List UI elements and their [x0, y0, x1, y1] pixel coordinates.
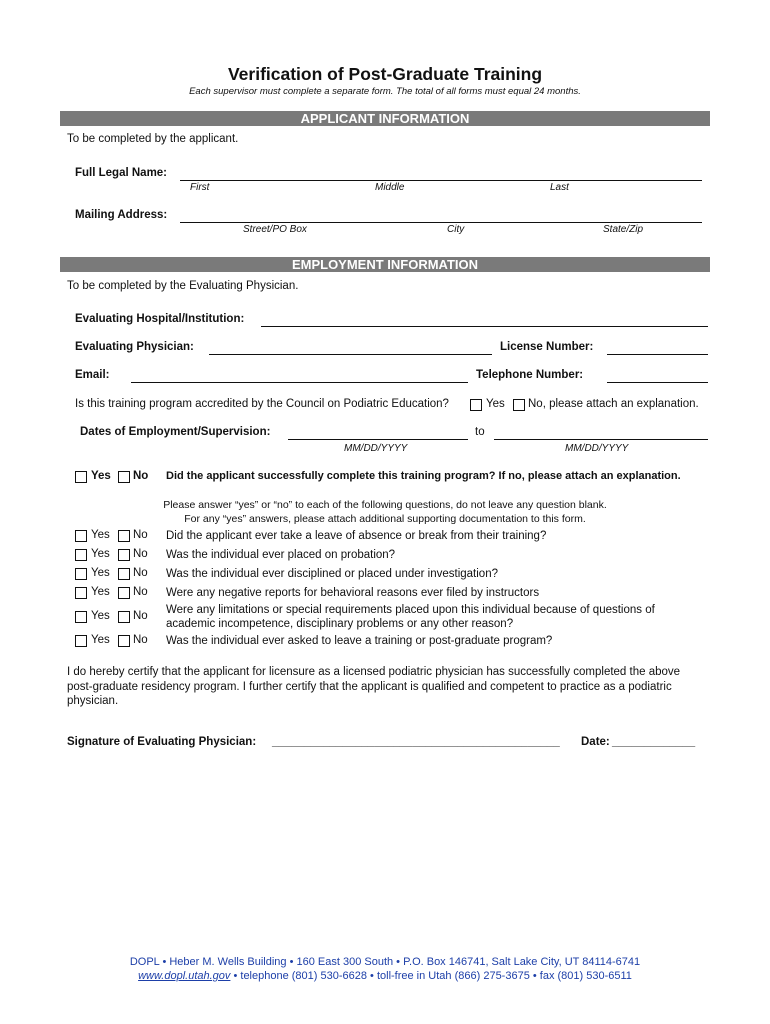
- q1-yes-label: Yes: [91, 529, 110, 541]
- date-field[interactable]: _____________: [612, 736, 696, 748]
- question-1: Did the applicant ever take a leave of absence or break from their training?: [166, 530, 547, 542]
- q6-no-checkbox[interactable]: [118, 635, 130, 647]
- answer-note-line2: For any “yes” answers, please attach additional supporting documentation to this form.: [184, 513, 586, 525]
- license-label: License Number:: [500, 341, 594, 353]
- footer-address: DOPL • Heber M. Wells Building • 160 East 300 South • P.O. Box 146741, Salt Lake City, UT 84114-6741: [129, 956, 641, 968]
- question-5: Were any limitations or special requirements placed upon this individual because of questions of academic incompetence, disciplinary problems or any other reason?: [166, 604, 655, 630]
- end-date-field[interactable]: [494, 439, 708, 440]
- footer-contact: [0, 970, 770, 982]
- signature-label: Signature of Evaluating Physician:: [67, 736, 257, 748]
- q6-no-label: No: [133, 634, 148, 646]
- physician-field[interactable]: [209, 354, 492, 355]
- q2-no-label: No: [133, 548, 148, 560]
- certification-text: I do hereby certify that the applicant for licensure as a licensed podiatric physician has successfully completed the above post-graduate residency program. I further certify that the applicant is qualified and competent to practice as a podiatric physician.: [67, 666, 681, 707]
- full-name-label: Full Legal Name:: [75, 167, 168, 179]
- end-date-format: MM/DD/YYYY: [565, 443, 629, 454]
- footer-website-link[interactable]: www.dopl.utah.gov: [138, 970, 231, 982]
- applicant-section-header: APPLICANT INFORMATION: [60, 111, 710, 126]
- start-date-format: MM/DD/YYYY: [344, 443, 408, 454]
- dates-to-label: to: [475, 426, 485, 438]
- applicant-instruction: To be completed by the applicant.: [67, 133, 239, 145]
- accredited-no-label: No, please attach an explanation.: [528, 398, 699, 410]
- full-name-field[interactable]: [180, 180, 702, 181]
- completion-no-checkbox[interactable]: [118, 471, 130, 483]
- q3-yes-checkbox[interactable]: [75, 568, 87, 580]
- employment-instruction: To be completed by the Evaluating Physician.: [67, 280, 299, 292]
- physician-label: Evaluating Physician:: [75, 341, 194, 353]
- address-street-caption: Street/PO Box: [243, 224, 307, 235]
- address-city-caption: City: [447, 224, 465, 235]
- mailing-address-label: Mailing Address:: [75, 209, 168, 221]
- q1-no-checkbox[interactable]: [118, 530, 130, 542]
- q4-yes-label: Yes: [91, 586, 110, 598]
- q3-yes-label: Yes: [91, 567, 110, 579]
- name-last-caption: Last: [550, 182, 569, 193]
- q5-no-checkbox[interactable]: [118, 611, 130, 623]
- employment-section-header: EMPLOYMENT INFORMATION: [60, 257, 710, 272]
- footer-phone-info: • telephone (801) 530-6628 • toll-free in Utah (866) 275-3675 • fax (801) 530-6511: [230, 970, 632, 982]
- name-first-caption: First: [190, 182, 210, 193]
- q4-no-checkbox[interactable]: [118, 587, 130, 599]
- q6-yes-label: Yes: [91, 634, 110, 646]
- name-middle-caption: Middle: [375, 182, 405, 193]
- q4-yes-checkbox[interactable]: [75, 587, 87, 599]
- completion-question: Did the applicant successfully complete this training program? If no, please attach an explanation.: [166, 470, 681, 482]
- accredited-yes-label: Yes: [486, 398, 505, 410]
- q4-no-label: No: [133, 586, 148, 598]
- q6-yes-checkbox[interactable]: [75, 635, 87, 647]
- question-3: Was the individual ever disciplined or placed under investigation?: [166, 568, 498, 580]
- q1-no-label: No: [133, 529, 148, 541]
- question-6: Was the individual ever asked to leave a training or post-graduate program?: [166, 635, 553, 647]
- completion-yes-label: Yes: [91, 470, 111, 482]
- hospital-label: Evaluating Hospital/Institution:: [75, 313, 245, 325]
- q5-yes-label: Yes: [91, 610, 110, 622]
- start-date-field[interactable]: [288, 439, 468, 440]
- question-4: Were any negative reports for behavioral reasons ever filed by instructors: [166, 587, 540, 599]
- license-field[interactable]: [607, 354, 708, 355]
- telephone-label: Telephone Number:: [476, 369, 584, 381]
- telephone-field[interactable]: [607, 382, 708, 383]
- answer-note-line1: Please answer “yes” or “no” to each of the following questions, do not leave any question blank.: [163, 499, 607, 511]
- form-subtitle: Each supervisor must complete a separate form. The total of all forms must equal 24 months.: [189, 86, 581, 97]
- completion-no-label: No: [133, 470, 149, 482]
- q2-yes-label: Yes: [91, 548, 110, 560]
- question-2: Was the individual ever placed on probation?: [166, 549, 396, 561]
- mailing-address-field[interactable]: [180, 222, 702, 223]
- accredited-question: Is this training program accredited by the Council on Podiatric Education?: [75, 398, 449, 410]
- email-field[interactable]: [131, 382, 468, 383]
- q2-no-checkbox[interactable]: [118, 549, 130, 561]
- dates-label: Dates of Employment/Supervision:: [80, 426, 271, 438]
- signature-field[interactable]: _____________________________________________: [272, 736, 560, 748]
- date-label: Date:: [581, 736, 610, 748]
- accredited-no-checkbox[interactable]: [513, 399, 525, 411]
- email-label: Email:: [75, 369, 110, 381]
- completion-yes-checkbox[interactable]: [75, 471, 87, 483]
- q5-yes-checkbox[interactable]: [75, 611, 87, 623]
- q5-no-label: No: [133, 610, 148, 622]
- q3-no-label: No: [133, 567, 148, 579]
- q3-no-checkbox[interactable]: [118, 568, 130, 580]
- q2-yes-checkbox[interactable]: [75, 549, 87, 561]
- q1-yes-checkbox[interactable]: [75, 530, 87, 542]
- hospital-field[interactable]: [261, 326, 708, 327]
- address-statezip-caption: State/Zip: [603, 224, 644, 235]
- form-title: Verification of Post-Graduate Training: [227, 64, 543, 84]
- accredited-yes-checkbox[interactable]: [470, 399, 482, 411]
